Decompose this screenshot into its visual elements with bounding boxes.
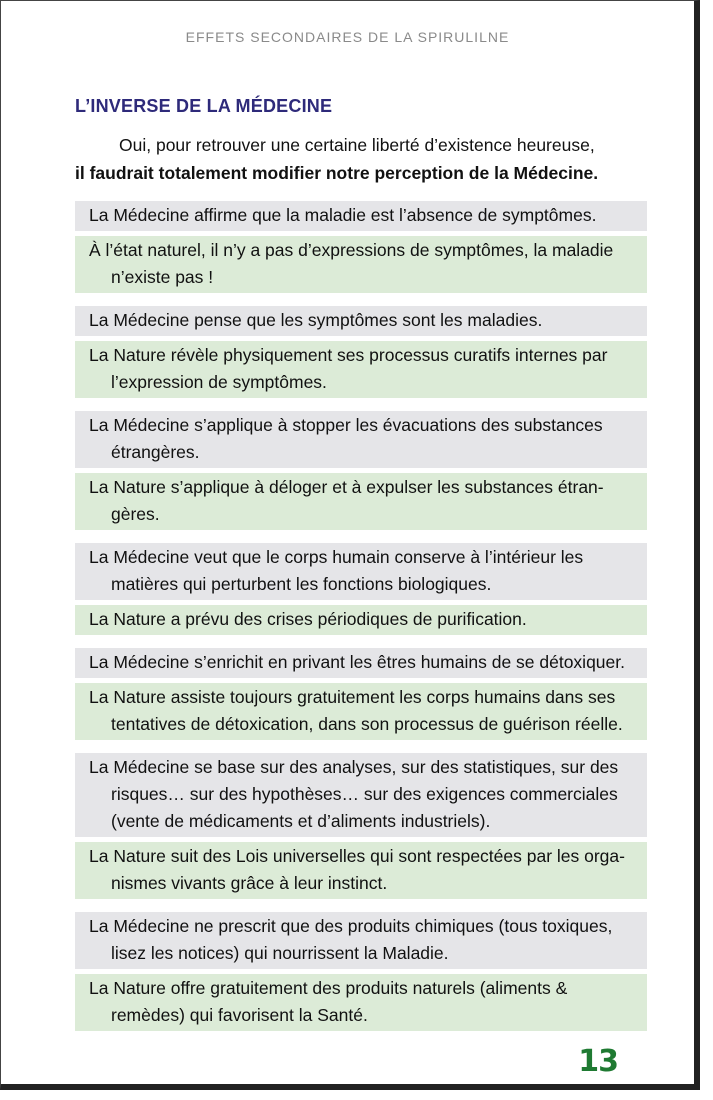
statement-line: La Nature révèle physiquement ses processus curatifs internes par (89, 345, 608, 365)
comparison-group (75, 543, 647, 635)
comparison-group (75, 753, 647, 899)
nature-statement (75, 842, 647, 899)
statement-line: remèdes) qui favorisent la Santé. (111, 1005, 368, 1025)
section-title: L’INVERSE DE LA MÉDECINE (75, 96, 333, 116)
statement-line: La Médecine pense que les symptômes sont les maladies. (89, 310, 543, 330)
medecine-statement (75, 306, 647, 336)
comparison-list (75, 201, 647, 1044)
nature-statement (75, 683, 647, 740)
statement-line: La Nature a prévu des crises périodiques de purification. (89, 609, 527, 629)
statement-line: risques… sur des hypothèses… sur des exigences commerciales (111, 784, 618, 804)
comparison-group (75, 648, 647, 740)
statement-line: l’expression de symptômes. (111, 372, 327, 392)
intro-line-1: Oui, pour retrouver une certaine liberté d’existence heureuse, (119, 135, 595, 155)
medecine-statement (75, 411, 647, 468)
statement-line: La Médecine se base sur des analyses, sur des statistiques, sur des (89, 757, 619, 777)
statement-line: La Médecine veut que le corps humain conserve à l’intérieur les (89, 547, 584, 567)
statement-line: gères. (111, 504, 160, 524)
nature-statement (75, 605, 647, 635)
statement-line: étrangères. (111, 442, 200, 462)
medecine-statement (75, 543, 647, 600)
page-number: 13 (578, 1044, 618, 1079)
statement-line: n’existe pas ! (111, 267, 214, 287)
statement-line: La Nature assiste toujours gratuitement les corps humains dans ses (89, 687, 616, 707)
statement-line: nismes vivants grâce à leur instinct. (111, 873, 388, 893)
medecine-statement (75, 201, 647, 231)
comparison-group (75, 306, 647, 398)
statement-line: La Nature suit des Lois universelles qui sont respectées par les orga- (89, 846, 625, 866)
comparison-group (75, 201, 647, 293)
statement-line: À l’état naturel, il n’y a pas d’expressions de symptômes, la maladie (89, 240, 614, 260)
statement-line: tentatives de détoxication, dans son processus de guérison réelle. (111, 714, 623, 734)
comparison-group (75, 912, 647, 1031)
comparison-group (75, 411, 647, 530)
intro-line-2: il faudrait totalement modifier notre perception de la Médecine. (75, 163, 599, 183)
statement-line: La Médecine s’applique à stopper les évacuations des substances (89, 415, 603, 435)
medecine-statement (75, 648, 647, 678)
nature-statement (75, 473, 647, 530)
statement-line: matières qui perturbent les fonctions biologiques. (111, 574, 492, 594)
nature-statement (75, 341, 647, 398)
statement-line: La Nature s’applique à déloger et à expulser les substances étran- (89, 477, 604, 497)
nature-statement (75, 236, 647, 293)
statement-line: lisez les notices) qui nourrissent la Maladie. (111, 943, 449, 963)
medecine-statement (75, 753, 647, 837)
intro-paragraph (75, 131, 640, 187)
nature-statement (75, 974, 647, 1031)
statement-line: La Médecine s’enrichit en privant les êtres humains de se détoxiquer. (89, 652, 625, 672)
statement-line: La Médecine affirme que la maladie est l’absence de symptômes. (89, 205, 597, 225)
running-header: EFFETS SECONDAIRES DE LA SPIRULILNE (185, 29, 510, 45)
statement-line: La Nature offre gratuitement des produits naturels (aliments & (89, 978, 568, 998)
statement-line: La Médecine ne prescrit que des produits chimiques (tous toxiques, (89, 916, 613, 936)
medecine-statement (75, 912, 647, 969)
statement-line: (vente de médicaments et d’aliments industriels). (111, 811, 491, 831)
